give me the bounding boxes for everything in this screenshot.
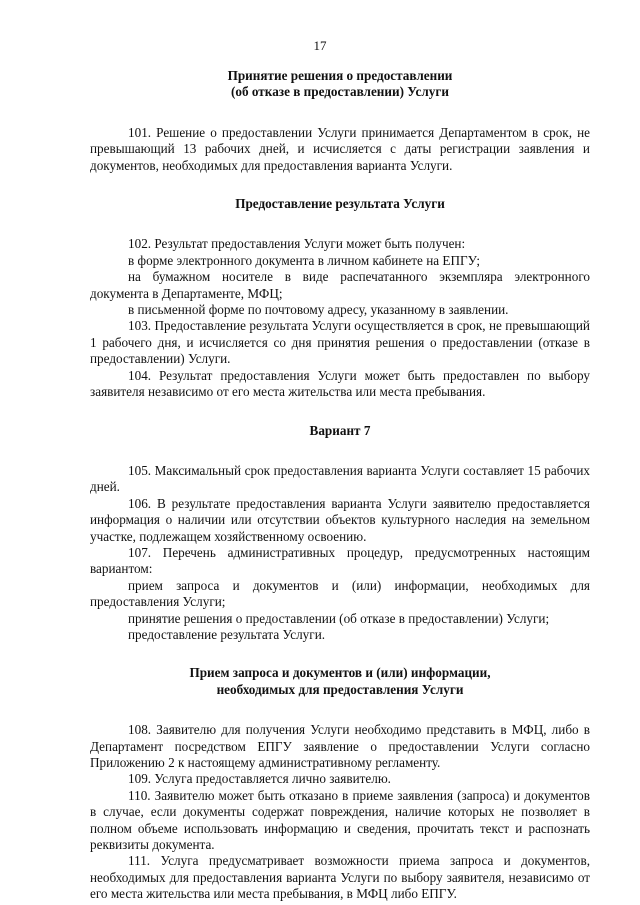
section-heading bbox=[90, 423, 590, 439]
paragraph: 104. Результат предоставления Услуги может быть предоставлен по выбору заявителя независимо от его места жительства или места пребывания. bbox=[90, 367, 590, 400]
section-heading bbox=[90, 196, 590, 212]
paragraph: 108. Заявителю для получения Услуги необходимо представить в МФЦ, либо в Департамент посредством ЕПГУ заявление о предоставлении Услуги согласно Приложению 2 к настоящему административному регламенту. bbox=[90, 722, 590, 770]
section-heading-line: Принятие решения о предоставлении bbox=[227, 68, 453, 83]
paragraph: 105. Максимальный срок предоставления варианта Услуги составляет 15 рабочих дней. bbox=[90, 462, 590, 495]
paragraph: 106. В результате предоставления варианта Услуги заявителю предоставляется информация о наличии или отсутствии объектов культурного наследия на земельном участке, подлежащем хозяйственному освоению. bbox=[90, 495, 590, 544]
section-heading bbox=[90, 68, 590, 101]
paragraph: в письменной форме по почтовому адресу, указанному в заявлении. bbox=[128, 302, 509, 318]
page-number: 17 bbox=[313, 38, 327, 53]
section-heading-line: Предоставление результата Услуги bbox=[235, 196, 445, 212]
document-body bbox=[90, 68, 590, 903]
paragraph: 103. Предоставление результата Услуги осуществляется в срок, не превышающий 1 рабочего дня, и исчисляется со дня принятия решения о предоставлении (отказе в предоставлении) Услуги. bbox=[90, 318, 590, 367]
paragraph: 110. Заявителю может быть отказано в приеме заявления (запроса) и документов в случае, если документы содержат повреждения, наличие которых не позволяет в полном объеме использовать информацию и сведения, прочитать текст и распознать реквизиты документа. bbox=[90, 787, 590, 853]
section-heading-line: Вариант 7 bbox=[309, 422, 371, 438]
section-heading-line: необходимых для предоставления Услуги bbox=[216, 681, 464, 697]
paragraph: 101. Решение о предоставлении Услуги принимается Департаментом в срок, не превышающий 13 рабочих дней, и исчисляется с даты регистрации заявления и документов, необходимых для предоставления варианта Услуги. bbox=[90, 124, 590, 173]
section-heading-line: (об отказе в предоставлении) Услуги bbox=[231, 84, 449, 100]
paragraph: 111. Услуга предусматривает возможности приема запроса и документов, необходимых для предоставления варианта Услуги по выбору заявителя, независимо от его места жительства или места пребывания, в МФЦ либо ЕПГУ. bbox=[90, 853, 590, 902]
paragraph: 109. Услуга предоставляется лично заявителю. bbox=[128, 771, 391, 787]
section-heading bbox=[90, 665, 590, 698]
paragraph: 107. Перечень административных процедур, предусмотренных настоящим вариантом: bbox=[90, 544, 590, 577]
section-heading-line: Прием запроса и документов и (или) информации, bbox=[189, 665, 491, 681]
paragraph: в форме электронного документа в личном кабинете на ЕПГУ; bbox=[128, 252, 481, 268]
paragraph: предоставление результата Услуги. bbox=[128, 626, 326, 642]
paragraph: принятие решения о предоставлении (об отказе в предоставлении) Услуги; bbox=[128, 610, 550, 626]
paragraph: прием запроса и документов и (или) информации, необходимых для предоставления Услуги; bbox=[90, 577, 590, 610]
paragraph: 102. Результат предоставления Услуги может быть получен: bbox=[128, 236, 466, 252]
paragraph: на бумажном носителе в виде распечатанного экземпляра электронного документа в Департаменте, МФЦ; bbox=[90, 269, 590, 301]
